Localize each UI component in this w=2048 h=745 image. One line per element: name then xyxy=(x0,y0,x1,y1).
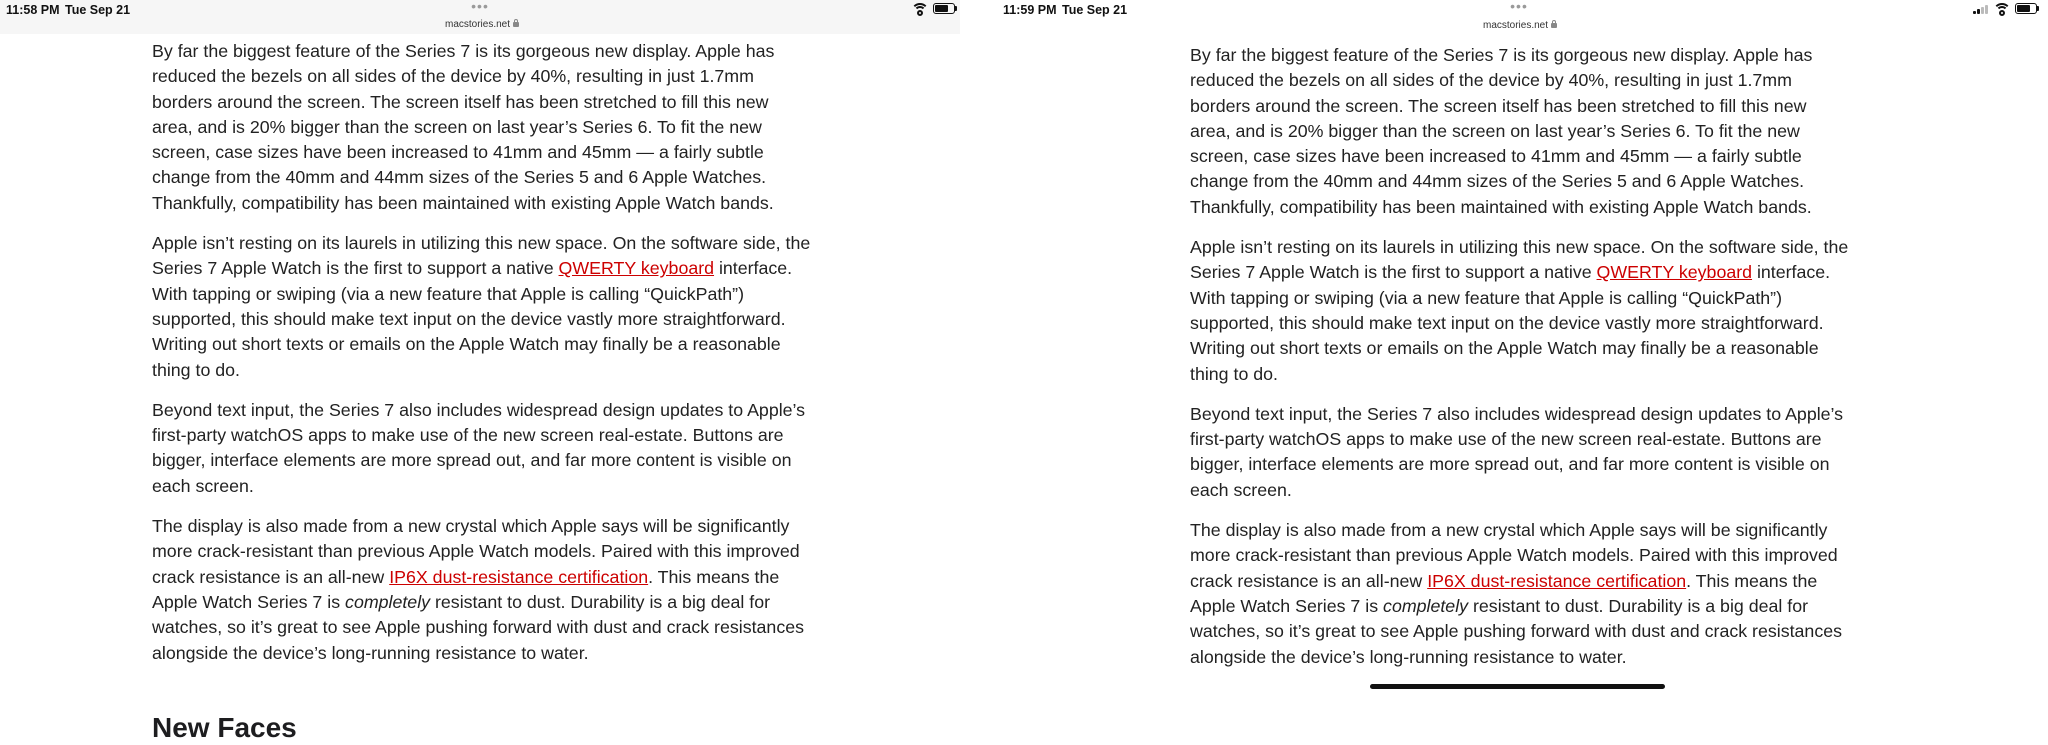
lock-icon xyxy=(513,22,519,27)
url-label[interactable] xyxy=(445,19,519,30)
ipad-screen-right xyxy=(990,0,2048,719)
article-paragraph-3: Beyond text input, the Series 7 also includes widespread design updates to Apple’s first-party watchOS apps to make use of the new screen real-estate. Buttons are bigger, interface elements are more spread out, and far more content is visible on each screen. xyxy=(152,399,806,496)
qwerty-keyboard-link[interactable]: QWERTY keyboard xyxy=(558,258,715,279)
status-bar xyxy=(990,0,2048,31)
article-paragraph-2: Apple isn’t resting on its laurels in utilizing this new space. On the software side, the Series 7 Apple Watch is the first to support a native QWERTY keyboard interface. With tapping or swiping (via a new feature that Apple is calling “QuickPath”) supported, this should make text input on the device vastly more straightforward. Writing out short texts or emails on the Apple Watch may finally be a reasonable thing to do. xyxy=(1190,237,1849,384)
home-indicator[interactable] xyxy=(1370,684,1665,689)
url-text: macstories.net xyxy=(445,19,511,30)
article-body xyxy=(1190,43,1850,685)
status-bar xyxy=(0,0,960,34)
article-paragraph-4: The display is also made from a new crystal which Apple says will be significantly more crack-resistant than previous Apple Watch models. Paired with this improved crack resistance is an all-new IP6X dust-resistance certification. This means the Apple Watch Series 7 is completely resistant to dust. Durability is a big deal for watches, so it’s great to see Apple pushing forward with dust and crack resistances alongside the device’s long-running resistance to water. xyxy=(152,516,804,663)
multitasking-dots-icon[interactable]: ••• xyxy=(471,0,489,14)
wifi-icon xyxy=(1994,3,2009,14)
status-time: 11:59 PM xyxy=(1003,3,1057,17)
ip6x-certification-link[interactable]: IP6X dust-resistance certification xyxy=(389,566,649,587)
section-heading-new-faces: New Faces xyxy=(152,711,297,743)
article-body xyxy=(152,39,812,745)
article-paragraph-4: The display is also made from a new crystal which Apple says will be significantly more crack-resistant than previous Apple Watch models. Paired with this improved crack resistance is an all-new IP6X dust-resistance certification. This means the Apple Watch Series 7 is completely resistant to dust. Durability is a big deal for watches, so it’s great to see Apple pushing forward with dust and crack resistances alongside the device’s long-running resistance to water. xyxy=(1190,520,1842,667)
battery-fill xyxy=(935,5,948,12)
battery-icon xyxy=(2015,3,2037,14)
multitasking-dots-icon[interactable]: ••• xyxy=(1510,0,1528,14)
status-time: 11:58 PM xyxy=(6,3,60,17)
battery-fill xyxy=(2017,5,2030,12)
status-date: Tue Sep 21 xyxy=(65,3,131,17)
url-text: macstories.net xyxy=(1483,20,1549,31)
article-paragraph-3: Beyond text input, the Series 7 also includes widespread design updates to Apple’s first-party watchOS apps to make use of the new screen real-estate. Buttons are bigger, interface elements are more spread out, and far more content is visible on each screen. xyxy=(1190,403,1844,500)
status-icons xyxy=(912,3,955,14)
article-paragraph-1: By far the biggest feature of the Series 7 is its gorgeous new display. Apple has reduced the bezels on all sides of the device by 40%, resulting in just 1.7mm borders around the screen. The screen itself has been stretched to fill this new area, and is 20% bigger than the screen on last year’s Series 6. To fit the new screen, case sizes have been increased to 41mm and 45mm — a fairly subtle change from the 40mm and 44mm sizes of the Series 5 and 6 Apple Watches. Thankfully, compatibility has been maintained with existing Apple Watch bands. xyxy=(1190,45,1813,217)
qwerty-keyboard-link[interactable]: QWERTY keyboard xyxy=(1596,262,1753,283)
lock-icon xyxy=(1551,23,1557,28)
battery-icon xyxy=(933,3,955,14)
wifi-icon xyxy=(912,3,927,14)
ip6x-certification-link[interactable]: IP6X dust-resistance certification xyxy=(1427,570,1687,591)
status-date: Tue Sep 21 xyxy=(1062,3,1128,17)
status-icons xyxy=(1973,3,2037,14)
article-paragraph-2: Apple isn’t resting on its laurels in utilizing this new space. On the software side, the Series 7 Apple Watch is the first to support a native QWERTY keyboard interface. With tapping or swiping (via a new feature that Apple is calling “QuickPath”) supported, this should make text input on the device vastly more straightforward. Writing out short texts or emails on the Apple Watch may finally be a reasonable thing to do. xyxy=(152,233,811,380)
article-paragraph-1: By far the biggest feature of the Series 7 is its gorgeous new display. Apple has reduced the bezels on all sides of the device by 40%, resulting in just 1.7mm borders around the screen. The screen itself has been stretched to fill this new area, and is 20% bigger than the screen on last year’s Series 6. To fit the new screen, case sizes have been increased to 41mm and 45mm — a fairly subtle change from the 40mm and 44mm sizes of the Series 5 and 6 Apple Watches. Thankfully, compatibility has been maintained with existing Apple Watch bands. xyxy=(152,41,775,213)
ipad-screen-left xyxy=(0,0,960,743)
cellular-signal-icon xyxy=(1973,4,1988,14)
url-label[interactable] xyxy=(1483,20,1557,31)
